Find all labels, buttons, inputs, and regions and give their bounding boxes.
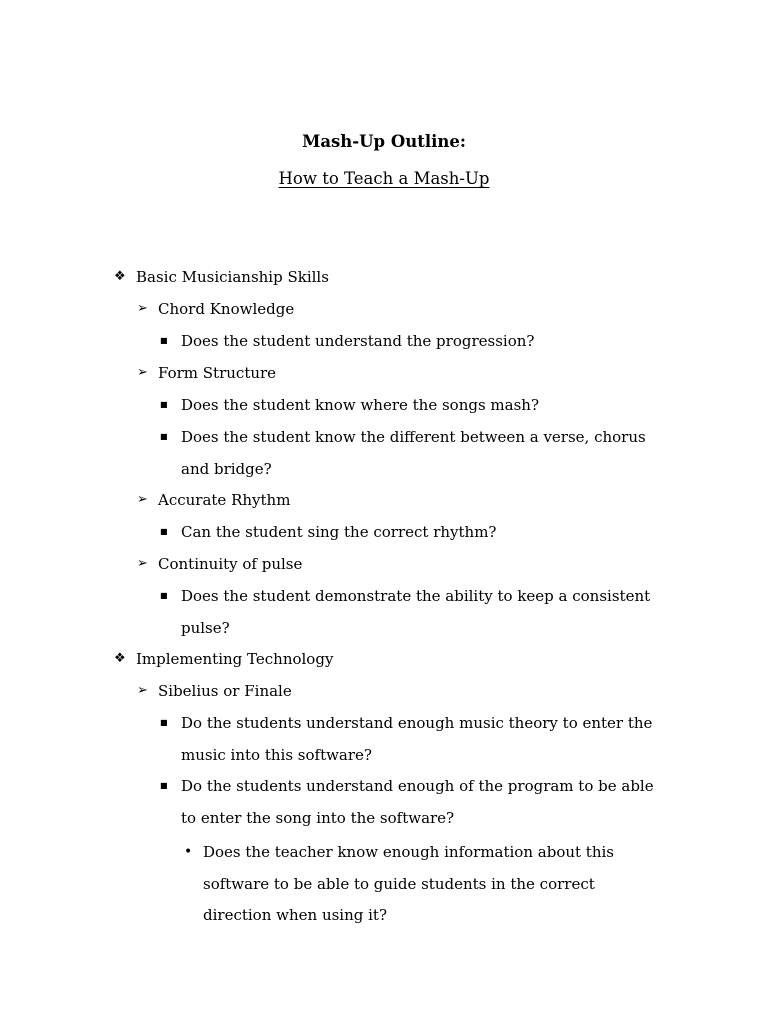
level1-bullet-icon: ❖ <box>114 269 126 284</box>
outline-item-level4: Does the teacher know enough information about this <box>203 843 614 861</box>
outline-item-level4-continuation: direction when using it? <box>203 906 387 924</box>
level3-square-icon: ■ <box>160 527 168 536</box>
outline-item-level3: Does the student understand the progression? <box>181 332 535 350</box>
level2-arrow-icon: ➢ <box>137 301 148 316</box>
outline-item-level3-continuation: pulse? <box>181 619 230 637</box>
outline-item-level3-continuation: music into this software? <box>181 746 372 764</box>
outline-item-level4-continuation: software to be able to guide students in the correct <box>203 875 595 893</box>
outline-item-level2: Sibelius or Finale <box>158 682 292 700</box>
outline-item-level2: Continuity of pulse <box>158 555 303 573</box>
level3-square-icon: ■ <box>160 591 168 600</box>
outline-item-level3-continuation: to enter the song into the software? <box>181 809 455 827</box>
level2-arrow-icon: ➢ <box>137 492 148 507</box>
outline-item-level2: Chord Knowledge <box>158 300 295 318</box>
level4-dot-icon: • <box>184 844 193 860</box>
level2-arrow-icon: ➢ <box>137 365 148 380</box>
level3-square-icon: ■ <box>160 336 168 345</box>
level3-square-icon: ■ <box>160 400 168 409</box>
level3-square-icon: ■ <box>160 718 168 727</box>
outline-item-level3: Does the student know the different between a verse, chorus <box>181 428 646 446</box>
outline-item-level3: Does the student demonstrate the ability to keep a consistent <box>181 587 651 605</box>
level2-arrow-icon: ➢ <box>137 556 148 571</box>
level1-bullet-icon: ❖ <box>114 651 126 666</box>
outline-item-level3: Does the student know where the songs mash? <box>181 396 539 414</box>
level2-arrow-icon: ➢ <box>137 683 148 698</box>
outline-item-level2: Accurate Rhythm <box>158 491 291 509</box>
level3-square-icon: ■ <box>160 781 168 790</box>
outline-item-level1: Basic Musicianship Skills <box>136 268 329 286</box>
level3-square-icon: ■ <box>160 432 168 441</box>
outline-item-level3: Do the students understand enough of the program to be able <box>181 777 654 795</box>
outline-item-level3-continuation: and bridge? <box>181 460 272 478</box>
outline-item-level3: Do the students understand enough music theory to enter the <box>181 714 653 732</box>
page-title: Mash-Up Outline: <box>302 132 466 151</box>
page-subtitle: How to Teach a Mash-Up <box>278 169 490 188</box>
outline-item-level1: Implementing Technology <box>136 650 334 668</box>
outline-item-level2: Form Structure <box>158 364 277 382</box>
outline-item-level3: Can the student sing the correct rhythm? <box>181 523 497 541</box>
